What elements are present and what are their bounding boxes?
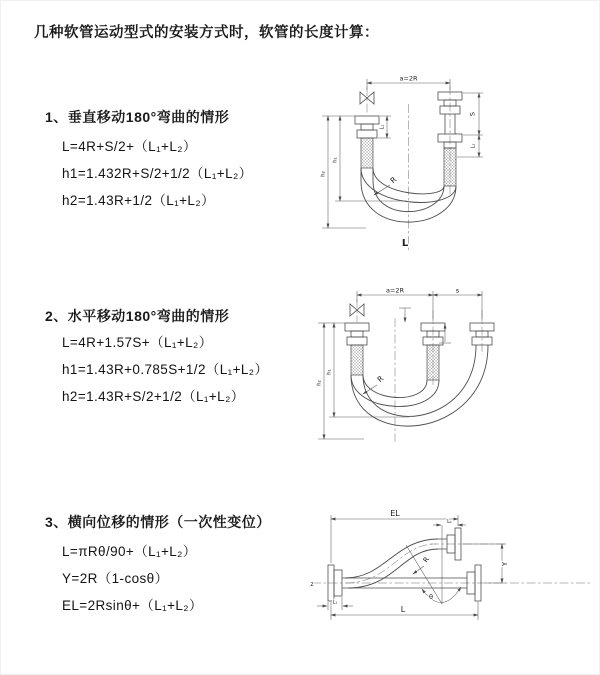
dim-label-h2: h₂: [316, 380, 323, 386]
dim-label-l1-top: L₁: [447, 519, 452, 525]
section-1-heading: 1、垂直移动180°弯曲的情形: [45, 109, 230, 125]
section-3-formula-l: L=πRθ/90+（L₁+L₂）: [62, 544, 197, 559]
section-3-heading: 3、横向位移的情形（一次性变位）: [45, 514, 271, 530]
dim-label-l: L: [400, 605, 406, 614]
radius-callout: [363, 374, 385, 394]
radius-label: R: [421, 555, 432, 565]
length-label: L: [401, 238, 409, 249]
section-2-heading: 2、水平移动180°弯曲的情形: [45, 308, 230, 324]
dimension-l: [331, 599, 478, 620]
document-title: 几种软管运动型式的安装方式时，软管的长度计算：: [34, 25, 379, 41]
dim-label-h2: h₂: [320, 171, 327, 177]
dim-label-h1: h₁: [332, 157, 339, 163]
dimension-l1-right: [457, 135, 483, 157]
dimension-a2r: [367, 75, 450, 91]
dim-label-h1: h₁: [326, 369, 333, 375]
section-1-formula-h1: h1=1.432R+S/2+1/2（L₁+L₂）: [62, 166, 253, 181]
left-pipe-fitting: [345, 323, 369, 375]
dimension-a2r: [357, 287, 482, 322]
dimension-l1-left: [317, 597, 353, 610]
angle-theta: [406, 545, 461, 604]
section-2-formula-h1: h1=1.43R+0.785S+1/2（L₁+L₂）: [62, 362, 269, 377]
centerline-break-mark: z: [310, 581, 314, 588]
dimension-h2: [321, 116, 367, 228]
centerlines: [357, 299, 482, 442]
dim-label-el: EL: [390, 509, 400, 518]
dim-label-s: S: [468, 111, 477, 117]
dim-label-l1-left: L₁: [379, 124, 386, 130]
dimension-h2: [317, 323, 365, 439]
dim-label-l1-right: L₁: [470, 143, 477, 149]
section-2-formula-h2: h2=1.43R+S/2+1/2（L₁+L₂）: [62, 389, 245, 404]
section-1-formula-l: L=4R+S/2+（L₁+L₂）: [62, 139, 197, 154]
dimension-y: [462, 544, 509, 583]
section-2-formula-l: L=4R+1.57S+（L₁+L₂）: [62, 335, 213, 350]
angle-label: θ: [429, 593, 433, 601]
section-3-formula-y: Y=2R（1-cosθ）: [62, 571, 169, 586]
section-3-formula-el: EL=2Rsinθ+（L₁+L₂）: [62, 598, 203, 613]
dimension-l1-left: [378, 116, 391, 138]
centerlines: [367, 86, 450, 252]
diagram-vertical-180-bend: [310, 68, 590, 264]
dim-label-shift: s: [455, 286, 460, 295]
hose-s-curve: [345, 539, 438, 588]
dim-label-l1-left: L₁: [332, 599, 338, 606]
radius-label: R: [375, 373, 386, 385]
section-1-formula-h2: h2=1.43R+1/2（L₁+L₂）: [62, 193, 215, 208]
left-pipe-fitting: [355, 116, 379, 168]
diagram-lateral-displacement: [300, 503, 600, 639]
dimension-s: [463, 93, 483, 135]
diagram-horizontal-180-bend: [310, 280, 600, 454]
dim-label-a2r: a=2R: [399, 74, 418, 83]
hose-u-bends: [351, 345, 488, 426]
radius-label: R: [388, 174, 399, 186]
dimension-shift-s: [433, 287, 482, 296]
dim-label-a2r: a=2R: [385, 286, 405, 295]
dim-label-y: Y: [501, 561, 509, 567]
